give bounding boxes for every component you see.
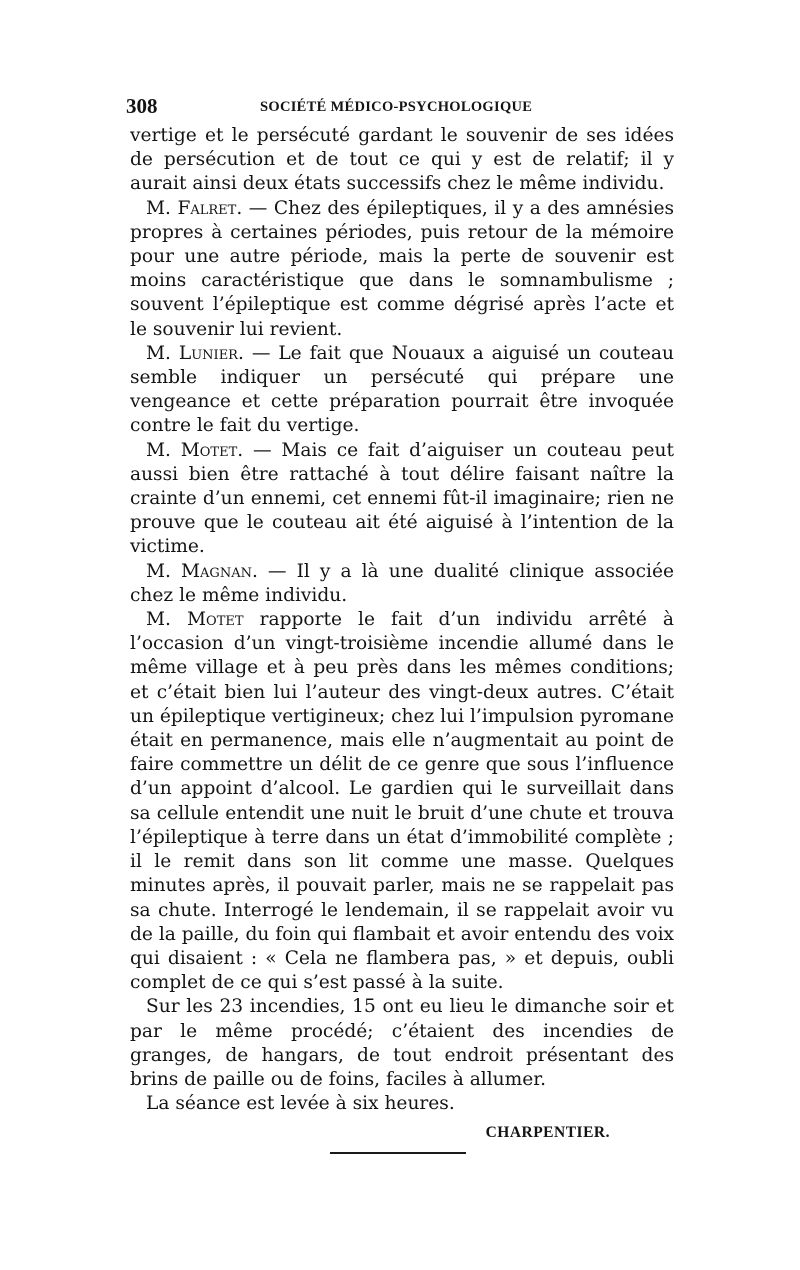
paragraph-text: — Le fait que Nouaux a aiguisé un couteau semble indiquer un persécuté qui prépare une vengeance et cette préparation pourrait être invoquée contre le fait du vertige. bbox=[130, 342, 674, 437]
speaker-name: M. Magnan. bbox=[146, 560, 258, 582]
paragraph-text: — Il y a là une dualité clinique associée chez le même individu. bbox=[130, 560, 674, 606]
paragraph-motet-report bbox=[130, 608, 674, 995]
paragraph-text: rapporte le fait d’un individu arrêté à l’occasion d’un vingt-troisième incendie allumé dans le même village et à peu près dans les mêmes conditions; et c’était bien lui l’auteur des vingt-deux autres. C’était un épileptique vertigineux; chez lui l’impulsion pyromane était en permanence, mais elle n’augmentait au point de faire commettre un délit de ce genre que sous l’influence d’un appoint d’alcool. Le gardien qui le surveillait dans sa cellule entendit une nuit le bruit d’une chute et trouva l’épileptique à terre dans un état d’immobilité complète ; il le remit dans son lit comme une masse. Quelques minutes après, il pouvait parler, mais ne se rappelait pas sa chute. Interrogé le lendemain, il se rappelait avoir vu de la paille, du foin qui flambait et avoir entendu des voix qui disaient : « Cela ne flambera pas, » et depuis, oubli complet de ce qui s’est passé à la suite. bbox=[130, 609, 674, 994]
running-head: SOCIÉTÉ MÉDICO-PSYCHOLOGIQUE bbox=[260, 99, 533, 115]
paragraph-text: — Mais ce fait d’aiguiser un couteau peut aussi bien être rattaché à tout délire faisant naître la crainte d’un ennemi, cet ennemi fût-il imaginaire; rien ne prouve que le couteau ait été aiguisé à l’intention de la victime. bbox=[130, 439, 674, 558]
page-header bbox=[126, 94, 674, 118]
signature: CHARPENTIER. bbox=[485, 1124, 610, 1142]
speaker-name: M. Lunier. bbox=[146, 342, 244, 364]
paragraph-text: — Chez des épileptiques, il y a des amnésies propres à certaines périodes, puis retour de la mémoire pour une autre période, mais la perte de souvenir est moins caractéristique que dans le somnambulisme ; souvent l’épileptique est comme dégrisé après l’acte et le souvenir lui revient. bbox=[130, 197, 674, 340]
paragraph-lunier bbox=[130, 342, 674, 439]
body-text bbox=[130, 124, 674, 1116]
paragraph-text: vertige et le persécuté gardant le souvenir de ses idées de persécution et de tout ce qui y est de relatif; il y aurait ainsi deux états successifs chez le même individu. bbox=[130, 125, 674, 195]
speaker-name: M. Falret. bbox=[146, 197, 243, 219]
paragraph-continuation bbox=[130, 124, 674, 197]
speaker-name: M. Motet bbox=[146, 609, 244, 631]
paragraph-falret bbox=[130, 197, 674, 342]
page-number: 308 bbox=[126, 94, 158, 118]
speaker-name: M. Motet. bbox=[146, 439, 244, 461]
closing-rule bbox=[330, 1152, 466, 1154]
document-page bbox=[126, 94, 674, 1154]
paragraph-incendies bbox=[130, 995, 674, 1092]
paragraph-text: La séance est levée à six heures. bbox=[146, 1093, 455, 1115]
paragraph-text: Sur les 23 incendies, 15 ont eu lieu le dimanche soir et par le même procédé; c’étaient des incendies de granges, de hangars, de tout endroit présentant des brins de paille ou de foins, faciles à allumer. bbox=[130, 996, 674, 1090]
paragraph-seance-levee bbox=[130, 1092, 674, 1116]
paragraph-motet bbox=[130, 439, 674, 560]
paragraph-magnan bbox=[130, 560, 674, 608]
